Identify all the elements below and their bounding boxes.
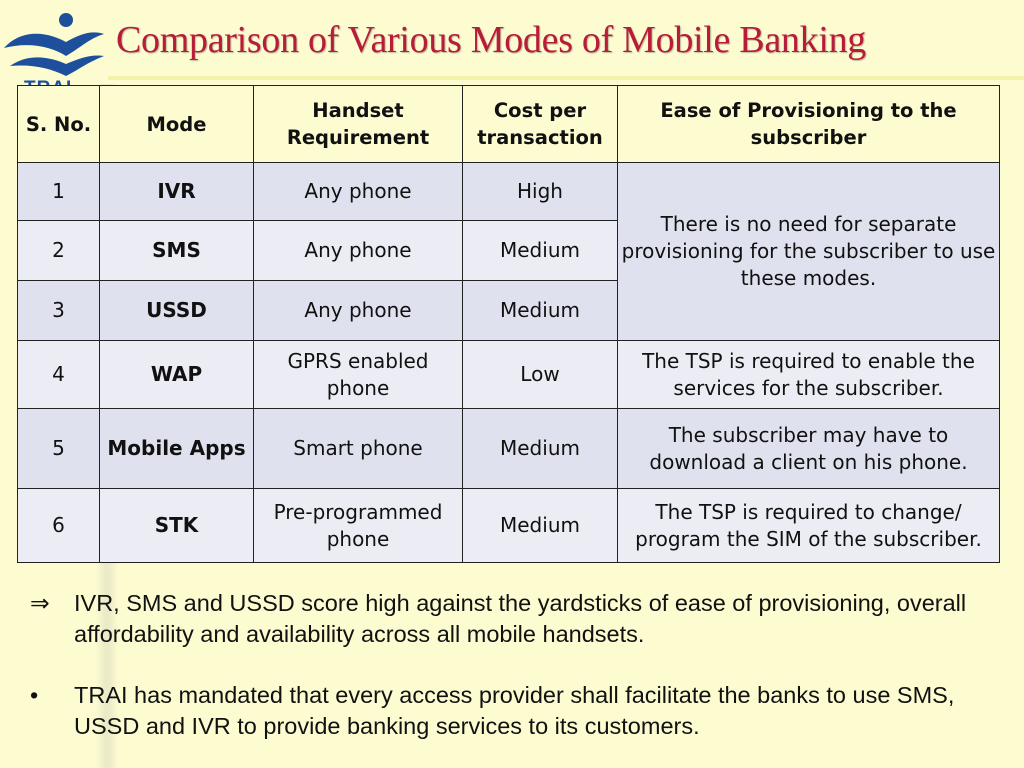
implies-arrow-icon: ⇒ <box>30 590 50 616</box>
page-title: Comparison of Various Modes of Mobile Banking <box>116 19 866 61</box>
cell-mode: STK <box>100 489 254 563</box>
note-text: TRAI has mandated that every access provider shall facilitate the banks to use SMS, USSD and IVR to provide banking services to its customers. <box>74 682 955 739</box>
table-row <box>18 163 1000 221</box>
cell-mode: IVR <box>100 163 254 221</box>
cell-s-no: 3 <box>18 281 100 341</box>
cell-cost: Medium <box>463 221 618 281</box>
cell-handset: Any phone <box>254 221 463 281</box>
cell-ease: The TSP is required to enable the services for the subscriber. <box>618 341 1000 409</box>
cell-mode: USSD <box>100 281 254 341</box>
cell-ease: The subscriber may have to download a client on his phone. <box>618 409 1000 489</box>
header-s-no: S. No. <box>18 86 100 163</box>
cell-s-no: 6 <box>18 489 100 563</box>
table-header-row <box>18 86 1000 163</box>
cell-cost: Medium <box>463 489 618 563</box>
comparison-table <box>17 85 1000 563</box>
note-item <box>30 588 990 650</box>
cell-handset: Pre-programmed phone <box>254 489 463 563</box>
table-row <box>18 489 1000 563</box>
cell-cost: Medium <box>463 409 618 489</box>
cell-cost: Medium <box>463 281 618 341</box>
cell-ease: The TSP is required to change/ program the SIM of the subscriber. <box>618 489 1000 563</box>
cell-s-no: 1 <box>18 163 100 221</box>
cell-cost: Low <box>463 341 618 409</box>
cell-mode: WAP <box>100 341 254 409</box>
notes-list <box>30 588 990 742</box>
cell-handset: Any phone <box>254 281 463 341</box>
trai-emblem-icon <box>0 4 108 80</box>
cell-s-no: 2 <box>18 221 100 281</box>
note-text: IVR, SMS and USSD score high against the yardsticks of ease of provisioning, overall affordability and availability across all mobile handsets. <box>74 590 967 647</box>
table-row <box>18 409 1000 489</box>
table-row <box>18 341 1000 409</box>
cell-handset: Smart phone <box>254 409 463 489</box>
cell-s-no: 4 <box>18 341 100 409</box>
header-ease: Ease of Provisioning to the subscriber <box>618 86 1000 163</box>
header-mode: Mode <box>100 86 254 163</box>
header-handset: Handset Requirement <box>254 86 463 163</box>
cell-handset: Any phone <box>254 163 463 221</box>
header-cost: Cost per transaction <box>463 86 618 163</box>
cell-cost: High <box>463 163 618 221</box>
cell-shared-ease: There is no need for separate provisioning for the subscriber to use these modes. <box>618 163 1000 341</box>
cell-handset: GPRS enabled phone <box>254 341 463 409</box>
cell-s-no: 5 <box>18 409 100 489</box>
note-item <box>30 680 990 742</box>
title-underline <box>108 76 1024 80</box>
cell-mode: SMS <box>100 221 254 281</box>
trai-logo <box>0 4 108 96</box>
bullet-dot-icon: • <box>30 682 39 708</box>
cell-mode: Mobile Apps <box>100 409 254 489</box>
